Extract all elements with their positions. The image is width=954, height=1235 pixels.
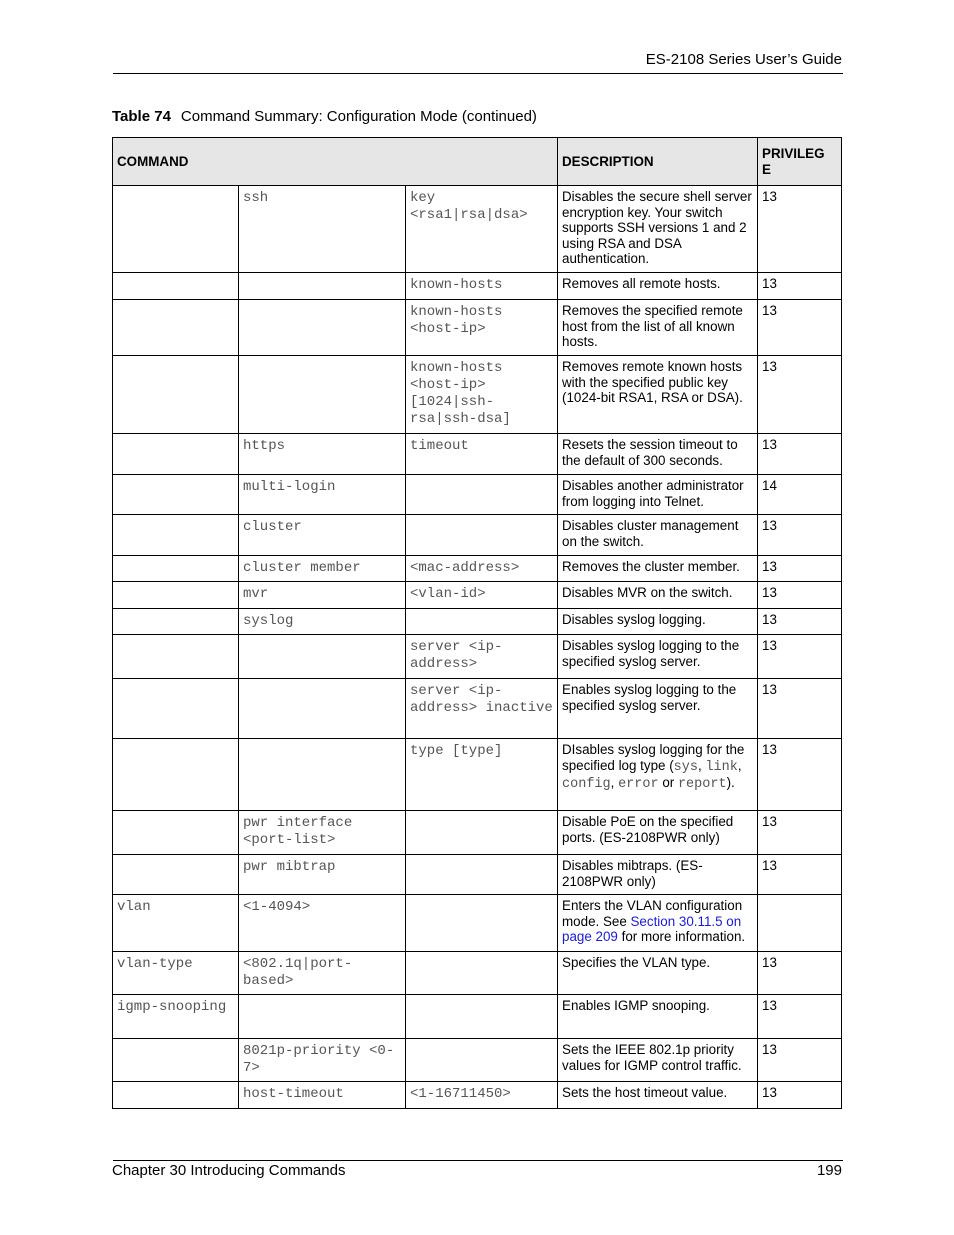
command-cell-2: [239, 356, 406, 434]
command-cell-1: [113, 811, 239, 855]
desc-text: or: [658, 775, 678, 790]
description-cell: Removes the specified remote host from the list of all known hosts.: [558, 300, 758, 356]
description-cell: Sets the host timeout value.: [558, 1082, 758, 1109]
table-row: [113, 434, 842, 475]
command-cell-1: [113, 475, 239, 515]
description-cell: Enables syslog logging to the specified syslog server.: [558, 679, 758, 739]
command-cell-3: [406, 475, 558, 515]
privilege-cell: 13: [758, 952, 842, 995]
description-cell: Resets the session timeout to the default of 300 seconds.: [558, 434, 758, 475]
description-cell: Removes all remote hosts.: [558, 273, 758, 300]
page-number: 199: [816, 1162, 842, 1179]
table-row: [113, 635, 842, 679]
command-cell-2: [239, 273, 406, 300]
privilege-cell: 13: [758, 300, 842, 356]
description-cell: Removes remote known hosts with the specified public key (1024-bit RSA1, RSA or DSA).: [558, 356, 758, 434]
privilege-cell: 13: [758, 739, 842, 811]
command-cell-2: cluster member: [239, 556, 406, 582]
description-cell: Disables mibtraps. (ES-2108PWR only): [558, 855, 758, 895]
table-header-row: [113, 138, 842, 186]
desc-text: ,: [610, 775, 619, 790]
privilege-cell: 13: [758, 515, 842, 556]
command-cell-3: <mac-address>: [406, 556, 558, 582]
command-cell-3: <vlan-id>: [406, 582, 558, 609]
command-cell-2: ssh: [239, 186, 406, 273]
command-cell-1: [113, 434, 239, 475]
desc-text: ,: [697, 757, 706, 773]
privilege-cell: 13: [758, 1039, 842, 1082]
command-cell-2: [239, 739, 406, 811]
command-cell-3: [406, 895, 558, 952]
description-cell: Sets the IEEE 802.1p priority values for IGMP control traffic.: [558, 1039, 758, 1082]
table-row: [113, 556, 842, 582]
command-cell-1: [113, 1039, 239, 1082]
desc-text: for more information.: [617, 929, 746, 944]
command-cell-1: [113, 855, 239, 895]
command-cell-3: [406, 811, 558, 855]
description-cell: Disables syslog logging.: [558, 609, 758, 635]
command-cell-2: host-timeout: [239, 1082, 406, 1109]
command-cell-3: server <ip-address>: [406, 635, 558, 679]
table-caption: [112, 108, 537, 125]
log-type-code: report: [677, 777, 727, 792]
table-row: [113, 582, 842, 609]
table-caption-text: Command Summary: Configuration Mode (continued): [180, 108, 537, 125]
chapter-footer: Chapter 30 Introducing Commands: [112, 1162, 346, 1179]
table-row: [113, 300, 842, 356]
privilege-cell: 13: [758, 811, 842, 855]
command-cell-3: type [type]: [406, 739, 558, 811]
log-type-code: link: [705, 759, 738, 775]
command-cell-2: <1-4094>: [239, 895, 406, 952]
table-row: [113, 679, 842, 739]
log-type-code: sys: [673, 759, 698, 775]
column-header-privilege: PRIVILEG E: [758, 138, 842, 186]
command-cell-1: [113, 679, 239, 739]
description-cell: Disables cluster management on the switch.: [558, 515, 758, 556]
table-row: [113, 273, 842, 300]
footer-divider: [113, 1160, 843, 1161]
section-link[interactable]: Section 30.11.5 on page 209: [562, 913, 742, 944]
table-row: [113, 739, 842, 811]
privilege-cell: 13: [758, 356, 842, 434]
table-caption-label: Table 74: [112, 108, 171, 125]
table-row: [113, 475, 842, 515]
privilege-cell: 13: [758, 995, 842, 1039]
table-row: [113, 356, 842, 434]
command-cell-3: [406, 515, 558, 556]
description-cell: Disables MVR on the switch.: [558, 582, 758, 609]
table-row: [113, 515, 842, 556]
command-cell-1: vlan: [113, 895, 239, 952]
command-cell-3: [406, 952, 558, 995]
desc-text: DIsables syslog logging for the specified log type (: [562, 742, 745, 773]
log-type-code: error: [618, 777, 659, 792]
header-divider: [113, 73, 843, 74]
command-cell-3: <1-16711450>: [406, 1082, 558, 1109]
running-header: ES-2108 Series User’s Guide: [645, 51, 842, 68]
description-cell: Disables another administrator from logging into Telnet.: [558, 475, 758, 515]
description-cell: [558, 739, 758, 811]
description-cell: Specifies the VLAN type.: [558, 952, 758, 995]
command-cell-1: [113, 739, 239, 811]
command-cell-1: [113, 300, 239, 356]
table-row: [113, 1082, 842, 1109]
table-row: [113, 895, 842, 952]
command-cell-2: https: [239, 434, 406, 475]
command-cell-3: server <ip-address> inactive: [406, 679, 558, 739]
log-type-code: config: [562, 777, 611, 792]
table-row: [113, 952, 842, 995]
table-row: [113, 811, 842, 855]
desc-text: Enters the VLAN configuration mode. See: [562, 898, 743, 929]
description-cell: Removes the cluster member.: [558, 556, 758, 582]
privilege-cell: 13: [758, 855, 842, 895]
table-row: [113, 1039, 842, 1082]
privilege-cell: 13: [758, 582, 842, 609]
command-cell-3: [406, 1039, 558, 1082]
command-summary-table: [112, 137, 842, 1109]
command-cell-1: [113, 515, 239, 556]
privilege-cell: 13: [758, 679, 842, 739]
command-cell-1: vlan-type: [113, 952, 239, 995]
command-cell-2: 8021p-priority <0-7>: [239, 1039, 406, 1082]
command-cell-2: [239, 679, 406, 739]
command-cell-1: [113, 186, 239, 273]
command-cell-2: cluster: [239, 515, 406, 556]
column-header-command: COMMAND: [113, 138, 558, 186]
desc-text: ).: [726, 775, 735, 790]
command-cell-3: known-hosts <host-ip> [1024|ssh-rsa|ssh-dsa]: [406, 356, 558, 434]
command-cell-1: [113, 635, 239, 679]
privilege-cell: 13: [758, 609, 842, 635]
command-cell-1: [113, 1082, 239, 1109]
command-cell-3: timeout: [406, 434, 558, 475]
table-row: [113, 855, 842, 895]
description-cell: Disables syslog logging to the specified syslog server.: [558, 635, 758, 679]
privilege-cell: 13: [758, 186, 842, 273]
command-cell-2: [239, 995, 406, 1039]
command-cell-3: [406, 995, 558, 1039]
desc-text: ,: [737, 757, 742, 773]
description-cell: Disables the secure shell server encryption key. Your switch supports SSH versions 1 and 2 using RSA and DSA authentication.: [558, 186, 758, 273]
command-cell-3: [406, 855, 558, 895]
command-cell-1: igmp-snooping: [113, 995, 239, 1039]
privilege-cell: 13: [758, 556, 842, 582]
command-cell-3: known-hosts <host-ip>: [406, 300, 558, 356]
command-cell-2: syslog: [239, 609, 406, 635]
command-cell-3: key <rsa1|rsa|dsa>: [406, 186, 558, 273]
command-cell-1: [113, 609, 239, 635]
command-cell-1: [113, 582, 239, 609]
command-cell-2: multi-login: [239, 475, 406, 515]
privilege-cell: 13: [758, 273, 842, 300]
privilege-cell: 13: [758, 434, 842, 475]
description-cell: Enables IGMP snooping.: [558, 995, 758, 1039]
command-cell-1: [113, 556, 239, 582]
table-row: [113, 186, 842, 273]
privilege-cell: [758, 895, 842, 952]
table-row: [113, 609, 842, 635]
command-cell-1: [113, 273, 239, 300]
description-cell: [558, 895, 758, 952]
command-cell-2: <802.1q|port-based>: [239, 952, 406, 995]
command-cell-2: [239, 635, 406, 679]
column-header-description: DESCRIPTION: [558, 138, 758, 186]
command-cell-3: known-hosts: [406, 273, 558, 300]
command-cell-3: [406, 609, 558, 635]
privilege-cell: 13: [758, 1082, 842, 1109]
command-cell-1: [113, 356, 239, 434]
description-cell: Disable PoE on the specified ports. (ES-2108PWR only): [558, 811, 758, 855]
privilege-cell: 14: [758, 475, 842, 515]
command-cell-2: [239, 300, 406, 356]
table-row: [113, 995, 842, 1039]
command-cell-2: pwr interface <port-list>: [239, 811, 406, 855]
privilege-cell: 13: [758, 635, 842, 679]
command-cell-2: pwr mibtrap: [239, 855, 406, 895]
command-cell-2: mvr: [239, 582, 406, 609]
